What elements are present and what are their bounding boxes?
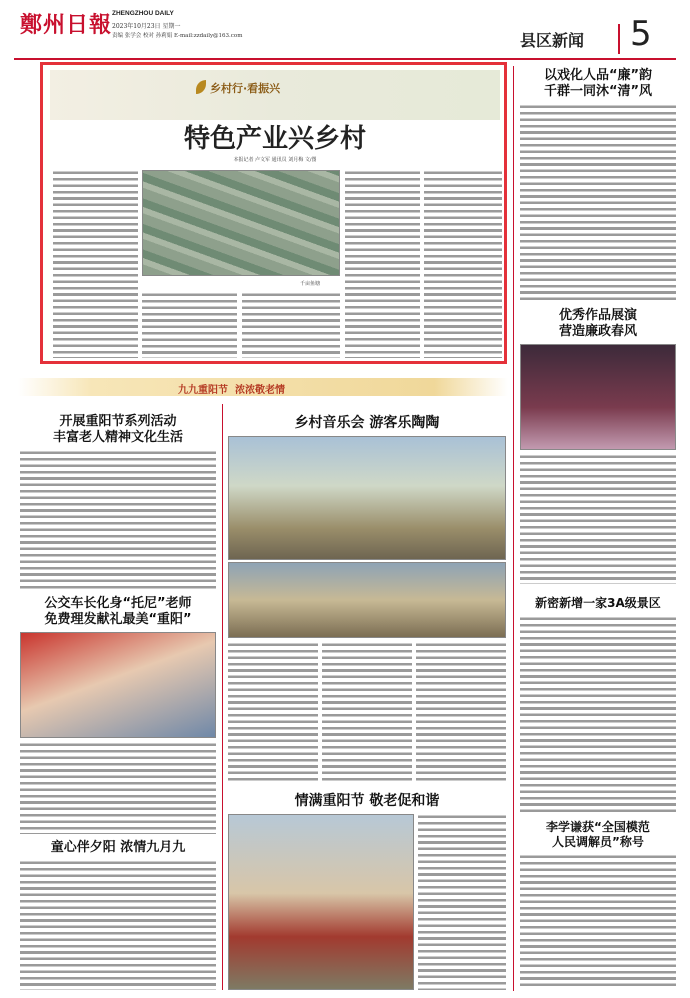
- article-photo-concert-top: [228, 436, 506, 560]
- article-photo-concert-bottom: [228, 562, 506, 638]
- article-body-xinmi: [520, 616, 676, 812]
- article-headline-xinmi: 新密新增一家3A级景区: [535, 596, 661, 610]
- article-body-lianyun: [520, 104, 676, 302]
- article-body-chongyang-series: [20, 450, 216, 590]
- article-headline-lixueqian: 李学谦获“全国模范 人民调解员”称号: [546, 820, 650, 849]
- masthead-rule: [14, 58, 676, 60]
- feature-headline: 特色产业兴乡村: [183, 124, 366, 154]
- article-body-concert-col2: [322, 642, 412, 784]
- left-column-rule: [222, 404, 223, 990]
- article-headline-bus-barber: 公交车长化身“托尼”老师 免费理发献礼最美“重阳”: [44, 596, 192, 627]
- feature-banner-label: 乡村行·看振兴: [210, 82, 281, 95]
- feature-photo-fishponds: [142, 170, 340, 276]
- editor-line: 责编 张学会 校对 孙莉娟 E-mail:zzdaily@163.com: [112, 33, 243, 39]
- feature-banner: [196, 78, 300, 98]
- photo-caption: 千亩鱼塘: [300, 281, 321, 287]
- article-body-youxiu: [520, 454, 676, 584]
- feature-body-col5: [424, 170, 502, 358]
- section-divider: [618, 24, 620, 54]
- article-headline-jinglao: 情满重阳节 敬老促和谐: [294, 793, 440, 809]
- page-number: 5: [630, 14, 652, 54]
- feature-body-col3: [242, 292, 340, 358]
- article-photo-jinglao: [228, 814, 414, 990]
- article-headline-concert: 乡村音乐会 游客乐陶陶: [294, 415, 440, 431]
- article-body-concert-col3: [416, 642, 506, 784]
- feature-body-col2: [142, 292, 237, 358]
- article-photo-performance: [520, 344, 676, 450]
- section-title: 县区新闻: [520, 31, 585, 50]
- right-column-rule: [513, 66, 514, 991]
- festival-banner: [18, 378, 508, 396]
- article-body-bus-barber: [20, 742, 216, 834]
- article-headline-chongyang-series: 开展重阳节系列活动 丰富老人精神文化生活: [52, 414, 183, 445]
- article-headline-lianyun: 以戏化人品“廉”韵 千群一同沐“清”风: [543, 68, 653, 99]
- newspaper-logo: 鄭州日報: [20, 12, 113, 38]
- article-photo-bus-barber: [20, 632, 216, 738]
- article-headline-tongxin: 童心伴夕阳 浓情九月九: [50, 840, 186, 855]
- festival-banner-label: 九九重阳节 浓浓敬老情: [178, 385, 285, 396]
- feature-body-col1: [53, 170, 138, 358]
- article-body-tongxin: [20, 860, 216, 990]
- article-body-jinglao: [418, 814, 506, 990]
- article-headline-youxiu: 优秀作品展演 营造廉政春风: [558, 308, 637, 339]
- date-line: 2023年10月23日 星期一: [112, 23, 181, 30]
- leaf-icon: [196, 80, 206, 94]
- feature-body-col4: [345, 170, 420, 358]
- newspaper-logo-en: ZHENGZHOU DAILY: [112, 10, 174, 17]
- article-body-lixueqian: [520, 854, 676, 990]
- article-body-concert-col1: [228, 642, 318, 784]
- feature-byline: 本报记者 卢文军 通讯员 刘月梅 文/图: [233, 157, 317, 163]
- masthead: [0, 0, 690, 62]
